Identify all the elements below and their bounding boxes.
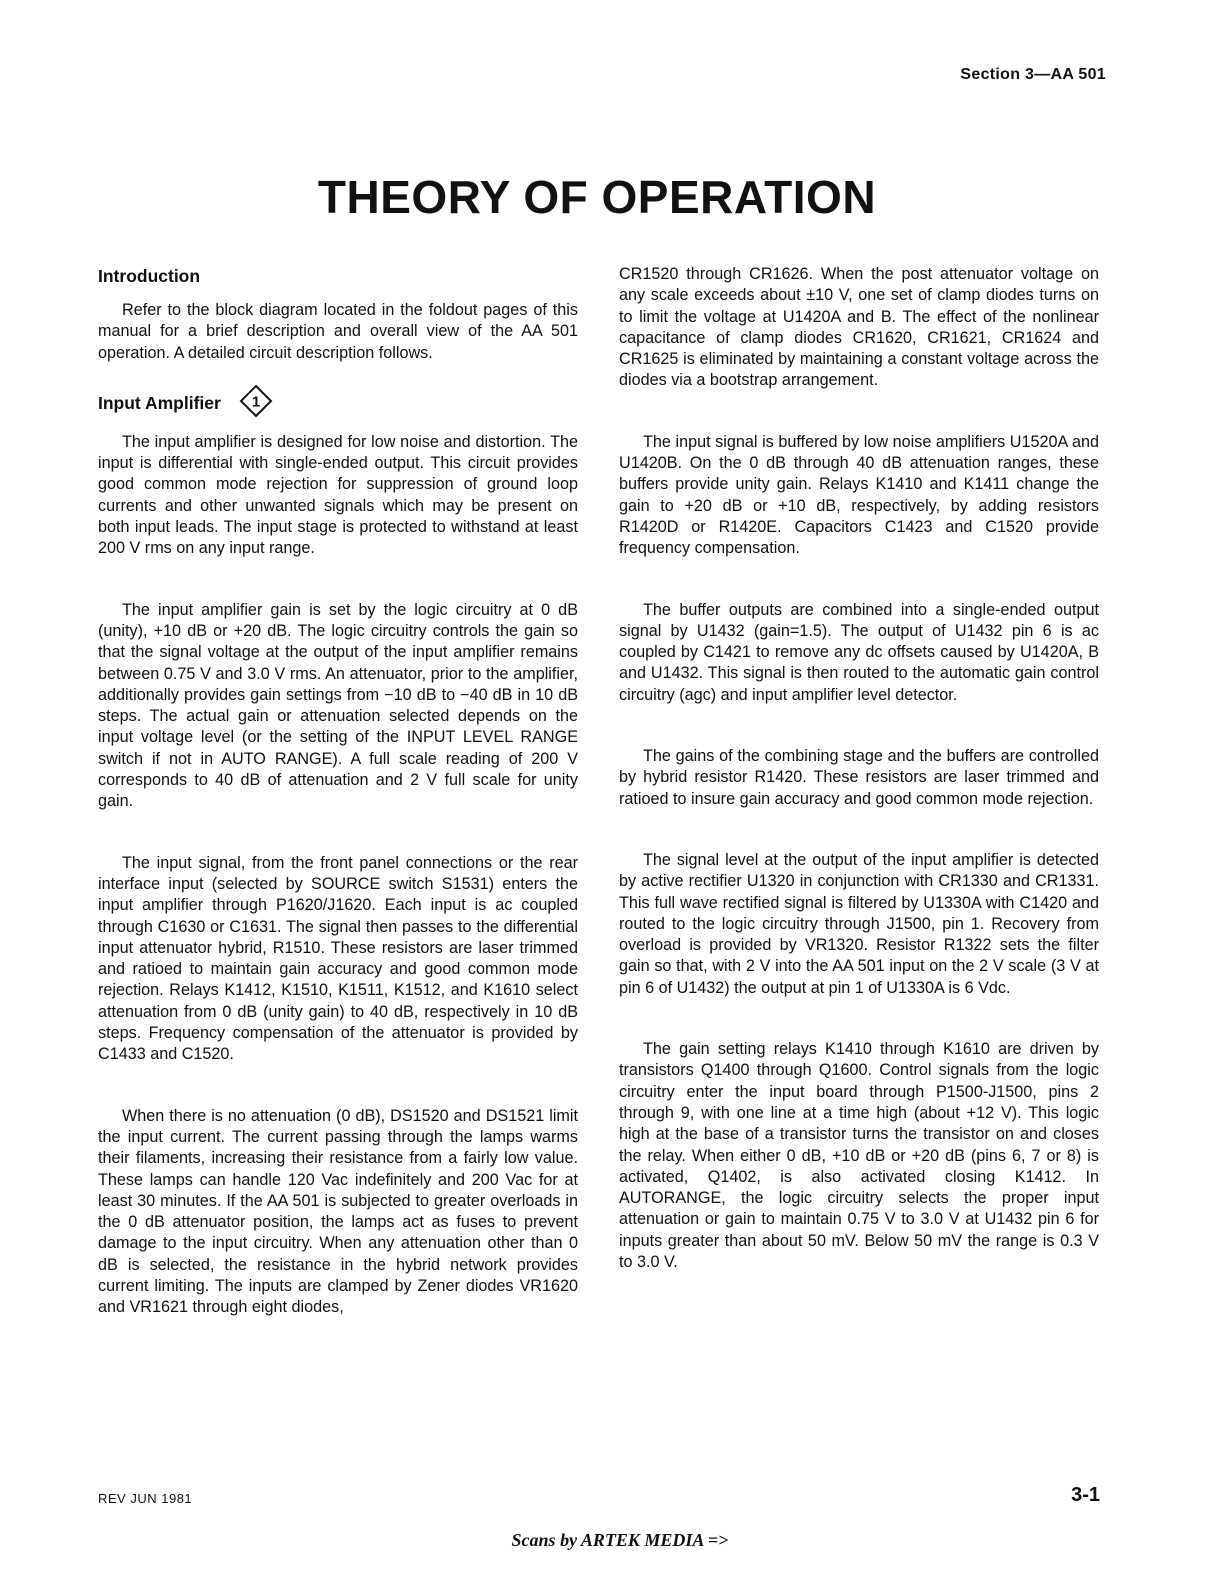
page-number: 3-1 [1071, 1484, 1100, 1506]
intro-paragraph: Refer to the block diagram located in the foldout pages of this manual for a brief description and overall view of the AA 501 operation. A detailed circuit description follows. [98, 301, 578, 362]
input-amplifier-heading: Input Amplifier [98, 392, 221, 413]
input-amplifier-heading-row [98, 386, 578, 420]
section-header: Section 3—AA 501 [960, 66, 1106, 83]
revision-date: REV JUN 1981 [98, 1491, 193, 1506]
left-column [98, 264, 578, 1319]
input-amp-paragraph-4: When there is no attenuation (0 dB), DS1520 and DS1521 limit the input current. The current passing through the lamps warms their filaments, increasing their resistance from a fairly low value. These lamps can handle 120 Vac indefinitely and 200 Vac for at least 30 minutes. If the AA 501 is subjected to greater overloads in the 0 dB attenuator position, the lamps act as fuses to prevent damage to the input circuitry. When any attenuation other than 0 dB is selected, the resistance in the hybrid network provides current limiting. The inputs are clamped by Zener diodes VR1620 and VR1621 through eight diodes, [98, 1106, 578, 1317]
page-title: THEORY OF OPERATION [317, 171, 877, 223]
right-paragraph-4: The gains of the combining stage and the buffers are controlled by hybrid resistor R1420. These resistors are laser trimmed and ratioed to insure gain accuracy and good common mode rejection. [619, 747, 1099, 808]
right-paragraph-2: The input signal is buffered by low noise amplifiers U1520A and U1420B. On the 0 dB through 40 dB attenuation ranges, these buffers provide unity gain. Relays K1410 and K1411 change the gain to +20 dB or +10 dB, respectively, by adding resistors R1420D or R1420E. Capacitors C1423 and C1520 provide frequency compensation. [619, 432, 1099, 558]
diagram-reference-number: 1 [251, 393, 260, 411]
right-column [619, 264, 1099, 1273]
scan-credit: Scans by ARTEK MEDIA => [511, 1530, 729, 1550]
input-amp-paragraph-2: The input amplifier gain is set by the logic circuitry at 0 dB (unity), +10 dB or +20 dB. The logic circuitry controls the gain so that the signal voltage at the output of the input amplifier remains between 0.75 V and 3.0 V rms. An attenuator, prior to the amplifier, additionally provides gain settings from −10 dB to −40 dB in 10 dB steps. The actual gain or attenuation selected depends on the input voltage level (or the setting of the INPUT LEVEL RANGE switch if not in AUTO RANGE). A full scale reading of 200 V corresponds to 40 dB of attenuation and 2 V full scale for unity gain. [98, 600, 578, 811]
right-paragraph-3: The buffer outputs are combined into a single-ended output signal by U1432 (gain=1.5). The output of U1432 pin 6 is ac coupled by C1421 to remove any dc offsets caused by U1420A, B and U1432. This signal is then routed to the automatic gain control circuitry (agc) and input amplifier level detector. [619, 600, 1099, 704]
input-amp-paragraph-3: The input signal, from the front panel connections or the rear interface input (selected by SOURCE switch S1531) enters the input amplifier through P1620/J1620. Each input is ac coupled through C1630 or C1631. The signal then passes to the differential input attenuator hybrid, R1510. These resistors are laser trimmed and ratioed to maintain gain accuracy and good common mode rejection. Relays K1412, K1510, K1511, K1512, and K1610 select attenuation from 0 dB (unity gain) to 40 dB, respectively in 10 dB steps. Frequency compensation of the attenuator is provided by C1433 and C1520. [98, 853, 578, 1064]
diagram-reference-diamond-icon [239, 384, 273, 418]
introduction-heading: Introduction [98, 266, 201, 286]
input-amp-paragraph-1: The input amplifier is designed for low noise and distortion. The input is differential with single-ended output. This circuit provides good common mode rejection for suppression of ground loop currents and other unwanted signals which may be present on both input leads. The input stage is protected to withstand at least 200 V rms on any input range. [98, 432, 578, 558]
right-paragraph-6: The gain setting relays K1410 through K1610 are driven by transistors Q1400 through Q1600. Control signals from the logic circuitry enter the input board through P1500-J1500, pins 2 through 9, with one line at a time high (about +12 V). This logic high at the base of a transistor turns the transistor on and closes the relay. When either 0 dB, +10 dB or +20 dB (pins 6, 7 or 8) is activated, Q1402, is also activated closing K1412. In AUTORANGE, the logic circuitry selects the proper input attenuation or gain to maintain 0.75 V to 3.0 V at U1432 pin 6 for inputs greater than about 50 mV. Below 50 mV the range is 0.3 V to 3.0 V. [619, 1040, 1099, 1271]
right-paragraph-1: CR1520 through CR1626. When the post attenuator voltage on any scale exceeds about ±10 V, one set of clamp diodes turns on to limit the voltage at U1420A and B. The effect of the nonlinear capacitance of clamp diodes CR1620, CR1621, CR1624 and CR1625 is eliminated by maintaining a constant voltage across the diodes via a bootstrap arrangement. [619, 265, 1099, 390]
right-paragraph-5: The signal level at the output of the input amplifier is detected by active rectifier U1320 in conjunction with CR1330 and CR1331. This full wave rectified signal is filtered by U1330A with C1420 and routed to the logic circuitry through J1500, pin 1. Recovery from overload is provided by VR1320. Resistor R1322 sets the filter gain so that, with 2 V into the AA 501 input on the 2 V scale (3 V at pin 6 of U1432) the output at pin 1 of U1330A is 6 Vdc. [619, 850, 1099, 997]
